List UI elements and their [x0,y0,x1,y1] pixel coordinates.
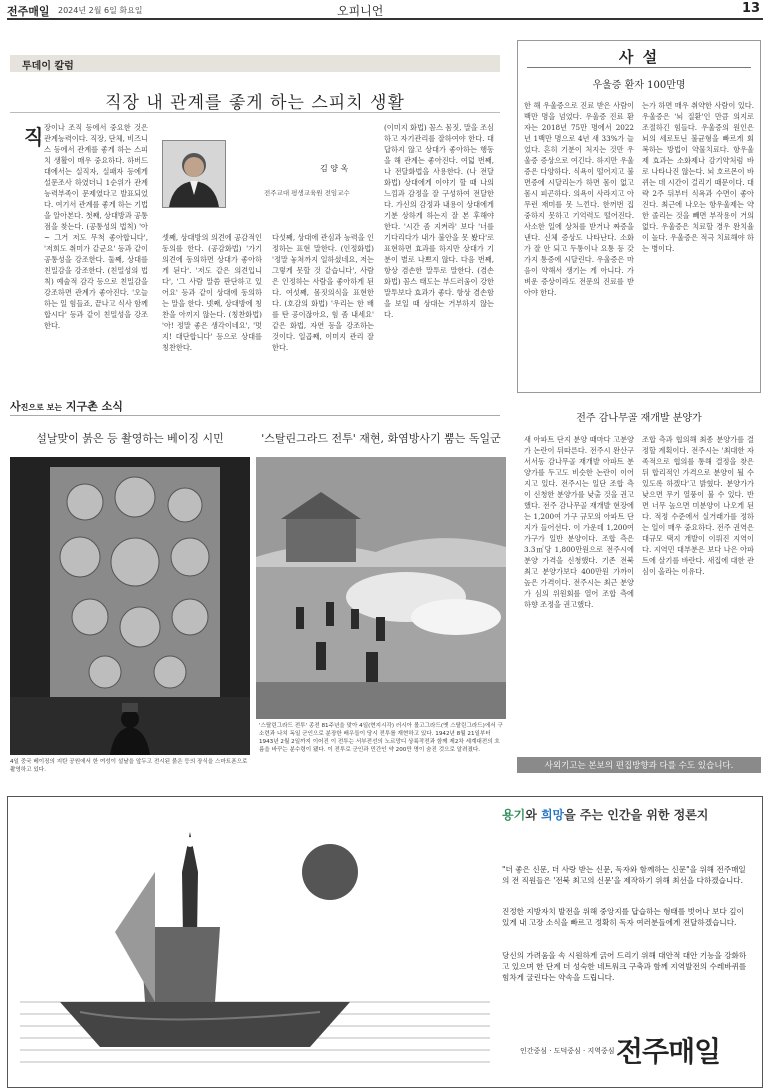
photo-right-title: '스탈린그라드 전투' 재현, 화염방사기 뿜는 독일군 [261,432,501,445]
ad-paragraph-3: 당신의 가려움을 속 시원하게 긁어 드리기 위해 대안적 대안 기능을 강화하고 있으며 한 단계 더 성숙한 네트워크 구축과 함께 지역발전의 수레바퀴를 힘차게 굴린다는 약속을 드립니다. [502,951,747,982]
photo-left-title: 설날맞이 붉은 등 촬영하는 베이징 시민 [36,432,224,445]
ad-headline-courage: 용기 [502,808,526,822]
ad-headline-and: 와 [525,808,541,822]
editorial-2-text-2: 조합 측과 협의해 최종 분양가를 결정할 계획이다. 전주시는 '최대한 자족적으로 협의를 통해 결정을 찾은 뒤 합리적인 가격으로 분양이 될 수 있도록 하겠다'고 밝혔다. 분양가가 낮으면 무기 열풍이 불 수 있다. 반면 너무 높으면 미분양이 나오게 된다. 적정 수준에서 실거래가를 정하는 일이 매우 중요하다. 전주 권역은 대규모 택지 개발이 이뤄진 지역이다. 지역민 대부분은 보다 나은 아파트에 살기를 바란다. 새집에 대한 관심이 올라는 이유다. [642,435,754,576]
photo-news-rule [10,415,500,416]
ad-headline [502,806,708,823]
editorial-title-1: 우울증 환자 100만명 [592,80,686,91]
photo-news-label-rest: 지구촌 소식 [62,400,123,413]
photo-right-caption: '스탈린그라드 전투' 종전 81주년을 맞아 4일(현지시각) 러시아 볼고그라드(옛 스탈린그라드)에서 구소련과 나치 독일 군인으로 분장한 배우들이 당시 전투를 재현하고 있다. 1942년 8월 21일부터 1943년 2월 2일까지 이어진 이 전투는 서부전선의 노르망디 상륙작전과 함께 제2차 세계대전의 흐름을 바꾸는 분수령이 됐다. 이 전투로 군인과 민간인 약 200만 명이 숨진 것으로 알려졌다. [259,723,503,753]
photo-battle [256,457,506,719]
battle-photo-icon [256,457,506,719]
section-name: 오피니언 [337,4,384,18]
editorial-1-text-1: 한 해 우울증으로 진료 받은 사람이 백만 명을 넘었다. 우울증 진료 환자는 2018년 75만 명에서 2022년 1백만 명으로 4년 새 33%가 늘었다. 흔히 기분이 처지는 것만 우울증 증상으로 여긴다. 하지만 우울증은 다양하다. 식욕이 떨어지고 불면증에 시달리는가 하면 몸이 없고 몸시 피곤하다. 의욕이 사라지고 아무런 재미를 못 느낀다. 한꺼번 집중하지 못하고 기억력도 떨어진다. 사소한 일에 상처를 받거나 짜증을 낸다. 신체 증상도 나타난다. 소화가 잘 안 되고 두통이나 요통 등 갖가지 통증에 시달린다. 우울증은 마음이 약해서 생기는 게 아니다. 가벼운 증상이라도 전문의 진료를 받아야 한다. [524,101,634,297]
ad-paragraph-1: "더 좋은 신문, 더 사랑 받는 신문, 독자와 함께하는 신문"을 위해 전주매일의 전 직원들은 '전북 최고의 신문'을 제작하기 위해 최선을 다하겠습니다. [502,865,746,885]
column-text-3: 다섯째, 상대에 관심과 능력을 인정하는 표현 말한다. (인정화법) '정말 놓쳐까지 일하셨네요, 저는 그렇게 못할 것 같습니다', 사람은 인정하는 사람을 좋아하게 된다. 여섯째, 몸짓의식을 표현한다. (호감의 화법) '우리는 한 배를 탄 공이잖아요, 힘 좀 내세요' 같은 화법, 자연 등을 강조하는 것이다. 일곱째, 이미지 관리 잘한다. [272,233,374,352]
ad-headline-rest: 을 주는 인간을 위한 정론지 [564,808,709,822]
author-portrait-icon [163,141,225,207]
column-title: 직장 내 관계를 좋게 하는 스피치 생활 [105,93,405,113]
column-dropcap: 직 [24,125,44,149]
column-label-bar [10,55,500,72]
editorial-rule [527,67,751,68]
column-label: 투데이 칼럼 [22,61,74,72]
ad-paragraph-2: 진정한 지방자치 발전을 위해 중앙지를 답습하는 형태를 벗어나 보다 깊이 있게 내 고장 소식을 빠르고 정확히 독자 여러분들에게 전달하겠습니다. [502,907,744,927]
photo-news-label [10,398,123,414]
contributor-note: 사외기고는 본보의 편집방향과 다를 수도 있습니다. [544,761,734,771]
pen-ship-illustration-icon [20,812,490,1084]
lantern-photo-icon [10,457,250,755]
editorial-title-2: 전주 감나무골 재개발 분양가 [576,413,702,424]
page-number: 13 [742,1,761,16]
editorial-2-text-1: 새 아파트 단지 분양 때마다 고분양가 논란이 뒤따른다. 전주시 완산구 서서동 감나무골 재개발 아파트 분양가를 두고도 비슷한 논란이 이어지고 있다. 전주시는 일단 조합 측이 신청한 분양가를 낮출 것을 권고했다. 전주 감나무골 재개발 현장에는 1,200여 가구 규모의 아파트 단지가 들어선다. 이 가운데 1,200여 가구가 일반 분양이다. 조합 측은 3.3㎡당 1,800만원으로 전주시에 분양 가격을 신청했다. 기존 전북 최고 분양가보다 400만원 가까이 높은 가격이다. 전주시는 최근 분양가 심의 위원회를 열어 조합 측에 하향 조정을 권고했다. [524,435,634,609]
paper-name: 전주매일 [7,5,50,18]
column-text-4: (이미지 화법) 꼼스 몸짓, 말을 조심하고 자기관리를 잘하여야 한다. 대답하지 않고 상대가 좋아하는 행동을 해 관계는 좋아진다. 여덟 번째, 나 전달화법을 사용한다. (나 전달화법) 상대에게 이야기 할 때 나의 느낌과 감정을 잘 구성하여 전달한다. 가신의 감정과 내용이 상대에게 기분 상하게 하는지 잘 본 후해야 한다. '시간 좀 지켜라' 보다 '너를 기다리다가 내가 불안을 못 봤다'로 표현하면 효과를 하지만 상대가 기분이 별로 나쁘지 않다. 다음 번째, 항상 겸손한 말투로 말한다. (겸손화법) 꼼스 태도는 부드러움이 강한 말투보다 효과가 좋다. 항상 겸손함을 보일 때 상대는 거부하지 않는다. [384,123,494,319]
header-rule [7,18,763,20]
editorial-1-text-2: 는가 하면 매우 취약한 사람이 있다. 우울증은 '뇌 질환'인 만큼 의지로 조절하긴 힘들다. 우울증의 원인은 뇌의 세로토닌 불균형을 빠르게 회복하는 방법이 약물치료다. 항우울제 효과는 소화제나 감기약처럼 바로 나타나진 않는다. 뇌 호르몬이 바뀌는 데 시간이 걸리기 때문이다. 대략 2주 뒤부터 식욕과 수면이 좋아진다. 최근에 나오는 항우울제는 약한 졸리는 것을 빼면 부작용이 거의 없다. 우울증은 치료할 경우 완치율이 높다. 우울증은 적극 치료해야 하는 병이다. [642,101,754,253]
author-name: 김 양 옥 [320,164,349,173]
ad-logo: 전주매일 [616,1035,721,1068]
ad-headline-hope: 희망 [540,808,565,822]
column-text-2: 셋째, 상대방의 의견에 공감적인 동의를 한다. (공감화법) '가기 의견에 동의하면 상대가 좋아하게 된다'. '저도 같은 의견입니다', '그 사람 말씀 판단하고 있어요' 등과 같이 상대에 동의하는 말을 한다. 넷째, 상대방에 칭찬을 아끼지 않는다. (칭찬화법) '아! 정말 좋은 생각이네요', '멋지! 대단합니다' 등으로 상대를 칭찬한다. [162,233,262,352]
ad-tagline: 인간중심 · 도덕중심 · 지역중심 [520,1047,615,1055]
column-text-1: 장이나 조직 등에서 중요한 것은 관계능력이다. 직장, 단체, 비즈니스 등에서 관계를 좋게 하는 스피치 생활이 매우 중요하다. 하버드대에서는 실직자, 실패자 등에게 설문조사 하였더니 1순위가 관계능력부족이 문제였다고 발표되었다. 여기서 관계를 좋게 하는 기법을 알아본다. 첫째, 상대방과 공통점을 찾는다. (공통성의 법칙) '아~ 그거 저도 무척 좋아합니다', '저희도 취미가 같군요' 등과 같이 공통성을 강조한다. 둘째, 상대를 친밀감을 강조한다. (친밀성의 법칙) 예술적 감각 등으로 친밀감을 강조하면 관계가 좋아진다. '오늘 하는 일 힘들죠, 끝나고 식사 함께 합시다' 등과 같이 친밀성을 강조한다. [44,123,148,330]
photo-news-label-small: 진으로 보는 [20,403,63,412]
editorial-label: 사 설 [618,48,660,66]
issue-date: 2024년 2월 6일 화요일 [58,6,143,15]
author-role: 전주교대 평생교육원 전임교수 [264,189,350,197]
photo-left-caption: 4일 중국 베이징의 지탄 공원에서 한 여성이 설날을 앞두고 전시된 붉은 등의 장식을 스마트폰으로 촬영하고 있다. [10,759,248,773]
photo-news-label-main: 사 [10,400,21,413]
photo-lanterns [10,457,250,755]
author-photo [162,140,226,208]
